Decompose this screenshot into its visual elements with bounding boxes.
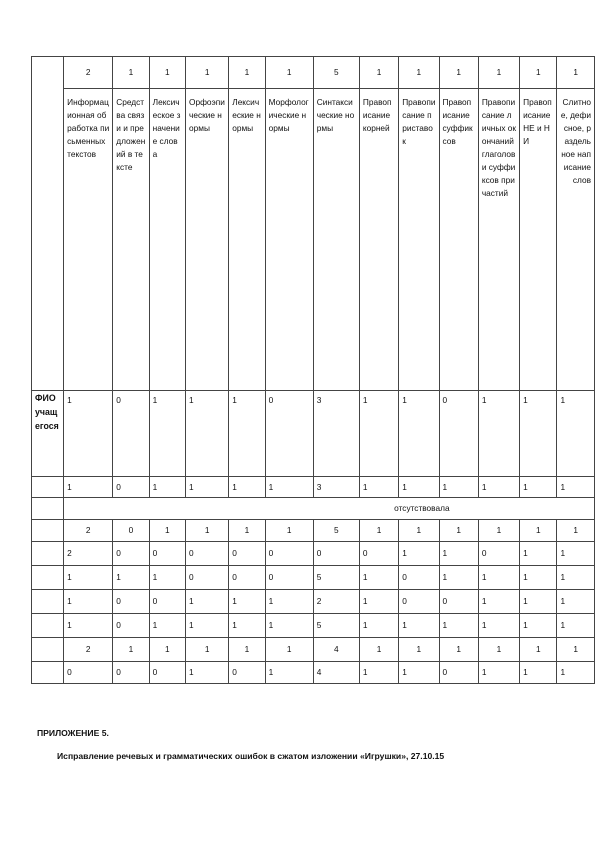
- score-cell: 1: [520, 477, 557, 498]
- score-cell: 1: [229, 391, 265, 477]
- score-cell: 1: [557, 542, 595, 566]
- max-points-cell: 1: [265, 57, 313, 89]
- score-cell: 1: [478, 391, 519, 477]
- table-row: [32, 566, 595, 590]
- table-row: [32, 638, 595, 662]
- score-cell: 0: [113, 520, 149, 542]
- criterion-header: Правописание НЕ и НИ: [520, 89, 557, 391]
- max-points-cell: 1: [478, 57, 519, 89]
- score-cell: 1: [149, 520, 185, 542]
- score-cell: 2: [64, 542, 113, 566]
- score-cell: 0: [265, 566, 313, 590]
- score-cell: 1: [113, 566, 149, 590]
- score-cell: 1: [359, 391, 398, 477]
- criterion-header: Правописание личных окончаний глаголов и суффиксов причастий: [478, 89, 519, 391]
- score-cell: 1: [439, 477, 478, 498]
- score-cell: 3: [313, 391, 359, 477]
- score-cell: 1: [359, 662, 398, 684]
- score-cell: 0: [113, 542, 149, 566]
- score-cell: 1: [557, 477, 595, 498]
- score-cell: 1: [478, 614, 519, 638]
- score-cell: 0: [439, 391, 478, 477]
- score-cell: 4: [313, 638, 359, 662]
- score-cell: 1: [399, 542, 439, 566]
- absent-note: отсутствовала: [64, 498, 595, 520]
- score-cell: 0: [149, 542, 185, 566]
- score-cell: 1: [229, 590, 265, 614]
- score-cell: 1: [520, 638, 557, 662]
- score-cell: 0: [64, 662, 113, 684]
- score-cell: 1: [186, 638, 229, 662]
- score-cell: 1: [520, 566, 557, 590]
- score-cell: 0: [113, 590, 149, 614]
- score-cell: 1: [478, 638, 519, 662]
- score-cell: 0: [439, 590, 478, 614]
- table-row: [32, 662, 595, 684]
- criterion-header: Лексические нормы: [229, 89, 265, 391]
- score-cell: 0: [186, 566, 229, 590]
- score-cell: 1: [186, 520, 229, 542]
- points-row: [32, 57, 595, 89]
- score-cell: 1: [229, 614, 265, 638]
- score-cell: 1: [399, 638, 439, 662]
- score-cell: 1: [439, 542, 478, 566]
- score-cell: 1: [265, 590, 313, 614]
- score-cell: 0: [265, 542, 313, 566]
- corner-cell: [32, 57, 64, 391]
- score-cell: 1: [149, 477, 185, 498]
- score-cell: 0: [113, 391, 149, 477]
- score-cell: 1: [186, 391, 229, 477]
- max-points-cell: 1: [520, 57, 557, 89]
- score-cell: 0: [265, 391, 313, 477]
- max-points-cell: 5: [313, 57, 359, 89]
- student-name-cell: [32, 614, 64, 638]
- score-cell: 1: [520, 520, 557, 542]
- score-cell: 1: [439, 614, 478, 638]
- score-cell: 1: [149, 614, 185, 638]
- score-cell: 2: [64, 520, 113, 542]
- criterion-header: Орфоэпические нормы: [186, 89, 229, 391]
- score-cell: 1: [520, 614, 557, 638]
- score-cell: 0: [149, 590, 185, 614]
- score-cell: 1: [399, 391, 439, 477]
- score-cell: 1: [557, 520, 595, 542]
- max-points-cell: 1: [186, 57, 229, 89]
- score-cell: 1: [439, 520, 478, 542]
- score-cell: 1: [186, 614, 229, 638]
- score-cell: 0: [113, 662, 149, 684]
- student-name-cell: [32, 566, 64, 590]
- score-cell: 0: [149, 662, 185, 684]
- criterion-header: Синтаксические нормы: [313, 89, 359, 391]
- max-points-cell: 1: [149, 57, 185, 89]
- score-cell: 1: [557, 566, 595, 590]
- table-row: [32, 498, 595, 520]
- table-row: [32, 614, 595, 638]
- score-cell: 1: [359, 614, 398, 638]
- score-cell: 1: [439, 638, 478, 662]
- score-cell: 0: [359, 542, 398, 566]
- max-points-cell: 1: [113, 57, 149, 89]
- score-cell: 0: [399, 590, 439, 614]
- score-cell: 0: [439, 662, 478, 684]
- score-cell: 1: [359, 566, 398, 590]
- score-cell: 1: [520, 662, 557, 684]
- score-cell: 1: [557, 590, 595, 614]
- max-points-cell: 1: [439, 57, 478, 89]
- table-row: [32, 520, 595, 542]
- student-name-cell: [32, 662, 64, 684]
- student-name-cell: [32, 520, 64, 542]
- score-cell: 1: [229, 520, 265, 542]
- score-cell: 1: [64, 391, 113, 477]
- table-row: [32, 391, 595, 477]
- table-row: [32, 477, 595, 498]
- score-cell: 1: [186, 662, 229, 684]
- appendix-caption: Исправление речевых и грамматических ошибок в сжатом изложении «Игрушки», 27.10.15: [57, 751, 445, 761]
- max-points-cell: 2: [64, 57, 113, 89]
- score-cell: 1: [186, 477, 229, 498]
- score-cell: 0: [399, 566, 439, 590]
- score-cell: 1: [399, 662, 439, 684]
- score-cell: 1: [359, 638, 398, 662]
- criterion-header: Лексическое значение слова: [149, 89, 185, 391]
- score-cell: 1: [149, 391, 185, 477]
- results-table: [31, 56, 595, 684]
- score-cell: 1: [478, 520, 519, 542]
- score-cell: 0: [113, 614, 149, 638]
- score-cell: 1: [359, 520, 398, 542]
- score-cell: 5: [313, 520, 359, 542]
- score-cell: 1: [64, 566, 113, 590]
- score-cell: 1: [186, 590, 229, 614]
- score-cell: 1: [64, 614, 113, 638]
- score-cell: 0: [229, 566, 265, 590]
- student-name-cell: [32, 590, 64, 614]
- score-cell: 1: [265, 614, 313, 638]
- score-cell: 1: [359, 590, 398, 614]
- score-cell: 1: [265, 477, 313, 498]
- score-cell: 5: [313, 566, 359, 590]
- score-cell: 5: [313, 614, 359, 638]
- criterion-header: Правописание корней: [359, 89, 398, 391]
- appendix-title: ПРИЛОЖЕНИЕ 5.: [37, 728, 109, 738]
- score-cell: 0: [229, 542, 265, 566]
- criterion-header: Морфологические нормы: [265, 89, 313, 391]
- score-cell: 1: [265, 638, 313, 662]
- score-cell: 4: [313, 662, 359, 684]
- score-cell: 1: [520, 391, 557, 477]
- score-cell: 1: [557, 391, 595, 477]
- score-cell: 2: [64, 638, 113, 662]
- score-cell: 1: [478, 566, 519, 590]
- criteria-row: [32, 89, 595, 391]
- score-cell: 1: [557, 614, 595, 638]
- score-cell: 1: [149, 638, 185, 662]
- student-name-label: ФИО учащегося: [32, 391, 64, 477]
- student-name-cell: [32, 498, 64, 520]
- criterion-header: Слитное, дефисное, раздельное написание слов: [557, 89, 595, 391]
- score-cell: 1: [520, 590, 557, 614]
- score-cell: 1: [478, 477, 519, 498]
- max-points-cell: 1: [359, 57, 398, 89]
- student-name-cell: [32, 477, 64, 498]
- score-cell: 1: [399, 614, 439, 638]
- max-points-cell: 1: [557, 57, 595, 89]
- score-cell: 1: [439, 566, 478, 590]
- score-cell: 1: [113, 638, 149, 662]
- score-cell: 1: [64, 477, 113, 498]
- score-cell: 2: [313, 590, 359, 614]
- score-cell: 1: [557, 638, 595, 662]
- score-cell: 0: [186, 542, 229, 566]
- student-name-cell: [32, 542, 64, 566]
- score-cell: 1: [478, 590, 519, 614]
- score-cell: 1: [359, 477, 398, 498]
- score-cell: 1: [557, 662, 595, 684]
- score-cell: 1: [64, 590, 113, 614]
- max-points-cell: 1: [399, 57, 439, 89]
- score-cell: 1: [265, 662, 313, 684]
- score-cell: 0: [478, 542, 519, 566]
- score-cell: 1: [149, 566, 185, 590]
- student-name-cell: [32, 638, 64, 662]
- score-cell: 1: [478, 662, 519, 684]
- max-points-cell: 1: [229, 57, 265, 89]
- score-cell: 1: [229, 638, 265, 662]
- score-cell: 0: [113, 477, 149, 498]
- criterion-header: Средства связи и предложений в тексте: [113, 89, 149, 391]
- score-cell: 0: [313, 542, 359, 566]
- criterion-header: Правописание суффиксов: [439, 89, 478, 391]
- score-cell: 1: [229, 477, 265, 498]
- score-cell: 1: [399, 477, 439, 498]
- score-cell: 1: [520, 542, 557, 566]
- score-cell: 0: [229, 662, 265, 684]
- score-cell: 1: [265, 520, 313, 542]
- criterion-header: Правописание приставок: [399, 89, 439, 391]
- score-cell: 1: [399, 520, 439, 542]
- table-row: [32, 590, 595, 614]
- criterion-header: Информационная обработка письменных текстов: [64, 89, 113, 391]
- table-row: [32, 542, 595, 566]
- score-cell: 3: [313, 477, 359, 498]
